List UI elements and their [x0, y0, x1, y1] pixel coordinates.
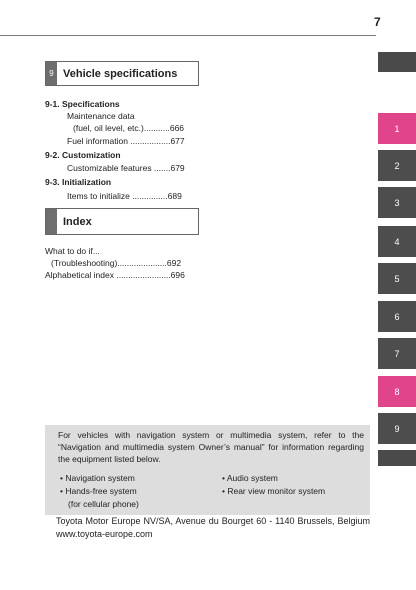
tab-chapter-2[interactable]	[378, 150, 416, 181]
note-paragraph: For vehicles with navigation system or multimedia system, refer to the “Navigation and multimedia system Owner’s manual” for information regarding the equipment listed below.	[58, 430, 364, 464]
section-number: 9	[46, 62, 57, 85]
note-bullet-continuation: (for cellular phone)	[68, 499, 139, 509]
tab-chapter-7[interactable]	[378, 338, 416, 369]
tab-label: 5	[394, 273, 400, 284]
section-number-blank	[46, 209, 57, 234]
toc-entry[interactable]: Customizable features .......679	[67, 163, 185, 173]
toc-heading-9-1[interactable]: 9-1. Specifications	[45, 99, 120, 109]
note-bullet: • Audio system	[222, 473, 278, 483]
tab-chapter-3[interactable]	[378, 187, 416, 218]
publisher-address: Toyota Motor Europe NV/SA, Avenue du Bourget 60 - 1140 Brussels, Belgium www.toyota-europe.com	[56, 516, 370, 539]
toc-heading-9-2[interactable]: 9-2. Customization	[45, 150, 121, 160]
tab-blank-top[interactable]	[378, 52, 416, 72]
tab-label: 7	[394, 348, 400, 359]
toc-heading-9-3[interactable]: 9-3. Initialization	[45, 177, 112, 187]
index-header[interactable]	[45, 208, 199, 235]
tab-chapter-6[interactable]	[378, 301, 416, 332]
index-entry[interactable]: (Troubleshooting).....................692	[51, 258, 182, 268]
tab-chapter-5[interactable]	[378, 263, 416, 294]
page-number: 7	[374, 15, 381, 29]
tab-chapter-8[interactable]	[378, 376, 416, 407]
tab-label: 2	[394, 160, 400, 171]
toc-entry[interactable]: Fuel information .................677	[67, 136, 185, 146]
tab-chapter-9[interactable]	[378, 413, 416, 444]
note-bullet: • Hands-free system	[60, 486, 137, 496]
tab-label: 8	[394, 386, 400, 397]
section-title: Vehicle specifications	[63, 67, 178, 80]
index-entry[interactable]: What to do if...	[45, 246, 100, 256]
index-entry[interactable]: Alphabetical index .......................696	[45, 270, 185, 280]
tab-label: 9	[394, 423, 400, 434]
tab-label: 6	[394, 311, 400, 322]
tab-label: 3	[394, 197, 400, 208]
toc-entry[interactable]: Maintenance data	[67, 111, 135, 121]
header-rule	[0, 35, 376, 36]
note-bullet: • Navigation system	[60, 473, 135, 483]
section-9-header[interactable]	[45, 61, 199, 86]
tab-label: 1	[394, 123, 400, 134]
toc-entry[interactable]: (fuel, oil level, etc.)...........666	[73, 123, 185, 133]
note-bullet: • Rear view monitor system	[222, 486, 326, 496]
tab-label: 4	[394, 236, 400, 247]
index-title: Index	[63, 215, 92, 228]
tab-chapter-4[interactable]	[378, 226, 416, 257]
tab-chapter-1[interactable]	[378, 113, 416, 144]
tab-blank-bottom[interactable]	[378, 450, 416, 466]
toc-entry[interactable]: Items to initialize ...............689	[67, 191, 182, 201]
navigation-note-box	[45, 425, 370, 515]
